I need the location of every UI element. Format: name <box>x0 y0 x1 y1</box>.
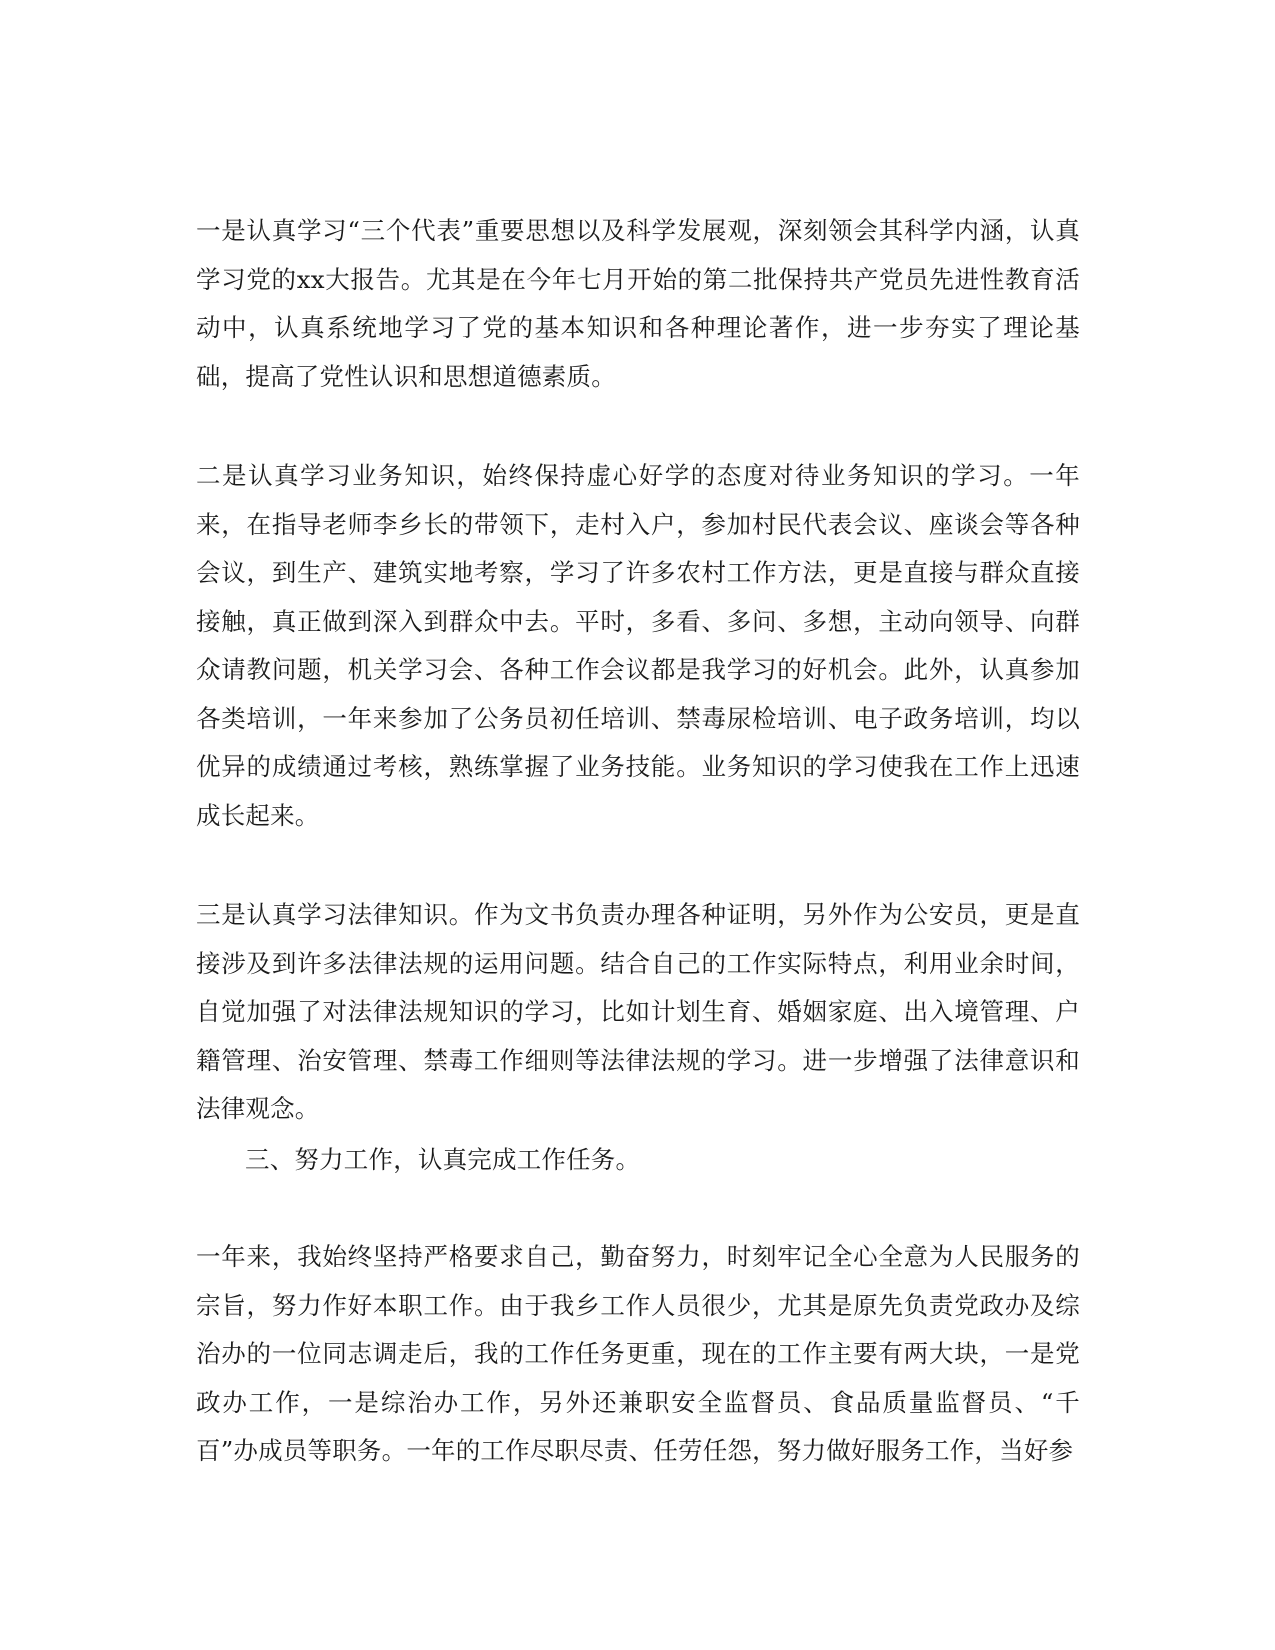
paragraph-political-study: 一是认真学习“三个代表”重要思想以及科学发展观，深刻领会其科学内涵，认真学习党的xx大报告。尤其是在今年七月开始的第二批保持共产党员先进性教育活动中，认真系统地学习了党的基本知识和各种理论著作，进一步夯实了理论基础，提高了党性认识和思想道德素质。 <box>196 216 1080 391</box>
paragraph-business-study: 二是认真学习业务知识，始终保持虚心好学的态度对待业务知识的学习。一年来，在指导老师李乡长的带领下，走村入户，参加村民代表会议、座谈会等各种会议，到生产、建筑实地考察，学习了许多农村工作方法，更是直接与群众直接接触，真正做到深入到群众中去。平时，多看、多问、多想，主动向领导、向群众请教问题，机关学习会、各种工作会议都是我学习的好机会。此外，认真参加各类培训，一年来参加了公务员初任培训、禁毒尿检培训、电子政务培训，均以优异的成绩通过考核，熟练掌握了业务技能。业务知识的学习使我在工作上迅速成长起来。 <box>196 461 1080 830</box>
paragraph-work-duties: 一年来，我始终坚持严格要求自己，勤奋努力，时刻牢记全心全意为人民服务的宗旨，努力作好本职工作。由于我乡工作人员很少，尤其是原先负责党政办及综治办的一位同志调走后，我的工作任务更重，现在的工作主要有两大块，一是党政办工作，一是综治办工作，另外还兼职安全监督员、食品质量监督员、“千百”办成员等职务。一年的工作尽职尽责、任劳任怨，努力做好服务工作，当好参 <box>196 1242 1080 1465</box>
paragraph-legal-study: 三是认真学习法律知识。作为文书负责办理各种证明，另外作为公安员，更是直接涉及到许多法律法规的运用问题。结合自己的工作实际特点，利用业余时间，自觉加强了对法律法规知识的学习，比如计划生育、婚姻家庭、出入境管理、户籍管理、治安管理、禁毒工作细则等法律法规的学习。进一步增强了法律意识和法律观念。 <box>196 900 1080 1123</box>
section-heading: 三、努力工作，认真完成工作任务。 <box>245 1145 641 1174</box>
